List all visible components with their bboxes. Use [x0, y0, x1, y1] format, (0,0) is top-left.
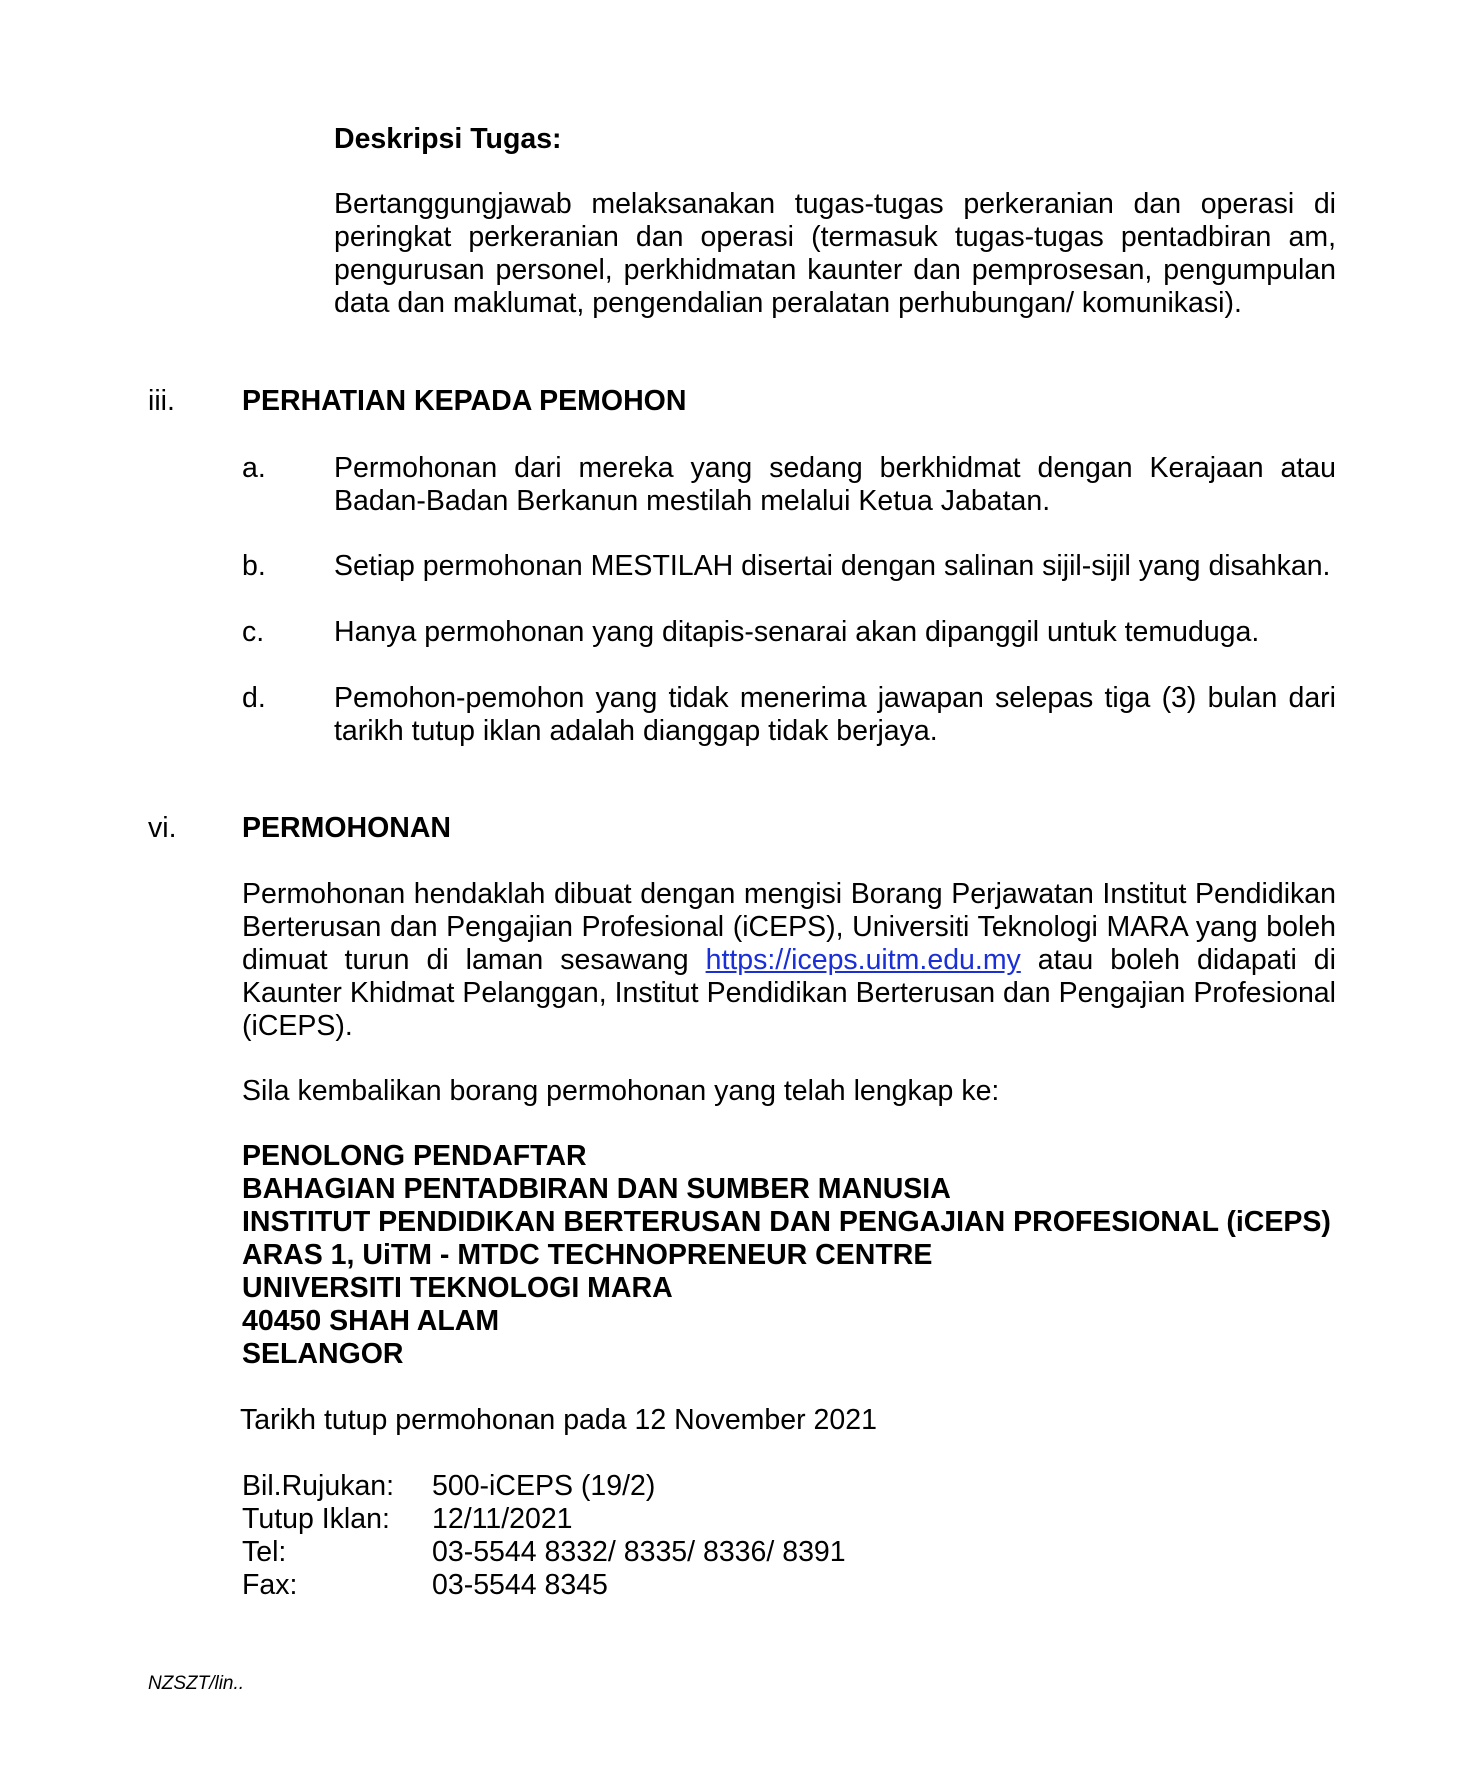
section-iii-title: PERHATIAN KEPADA PEMOHON — [242, 385, 687, 417]
task-description-body: Bertanggungjawab melaksanakan tugas-tugas perkeranian dan operasi di peringkat perkeranian dan operasi (termasuk tugas-tugas pentadbiran am, pengurusan personel, perkhidmatan kaunter dan pemprosesan, pengumpulan data dan maklumat, pengendalian peralatan perhubungan/ komunikasi). — [334, 188, 1336, 319]
address-line: PENOLONG PENDAFTAR — [242, 1140, 587, 1172]
address-line: 40450 SHAH ALAM — [242, 1305, 500, 1337]
reference-value: 03-5544 8332/ 8335/ 8336/ 8391 — [432, 1536, 846, 1568]
address-line: SELANGOR — [242, 1338, 404, 1370]
notice-item-b-letter: b. — [242, 550, 266, 582]
reference-value: 500-iCEPS (19/2) — [432, 1470, 656, 1502]
notice-item-c-text: Hanya permohonan yang ditapis-senarai akan dipanggil untuk temuduga. — [334, 616, 1260, 648]
address-line: INSTITUT PENDIDIKAN BERTERUSAN DAN PENGAJIAN PROFESIONAL (iCEPS) — [242, 1206, 1331, 1238]
mailing-address — [242, 1140, 1352, 1371]
reference-label: Fax: — [242, 1569, 298, 1601]
application-paragraph-end: atau boleh didapati di Kaunter Khidmat Pelanggan, Institut Pendidikan Berterusan dan Pengajian Profesional (iCEPS). — [242, 944, 1336, 1042]
notice-item-b-text: Setiap permohonan MESTILAH disertai dengan salinan sijil-sijil yang disahkan. — [334, 550, 1331, 582]
reference-label: Tel: — [242, 1536, 287, 1568]
address-line: ARAS 1, UiTM - MTDC TECHNOPRENEUR CENTRE — [242, 1239, 933, 1271]
address-line: BAHAGIAN PENTADBIRAN DAN SUMBER MANUSIA — [242, 1173, 951, 1205]
iceps-website-link[interactable]: https://iceps.uitm.edu.my — [705, 944, 1021, 976]
reference-label: Bil.Rujukan: — [242, 1470, 395, 1502]
section-vi-title: PERMOHONAN — [242, 812, 452, 844]
application-paragraph-start: Permohonan hendaklah dibuat dengan mengisi Borang Perjawatan Institut Pendidikan Berterusan dan Pengajian Profesional (iCEPS), Universiti Teknologi MARA yang boleh dimuat turun di laman sesawang — [242, 878, 1336, 976]
reference-value: 12/11/2021 — [432, 1503, 573, 1535]
closing-date-text: Tarikh tutup permohonan pada 12 November 2021 — [240, 1404, 877, 1436]
notice-item-d-letter: d. — [242, 682, 266, 714]
footer-initials: NZSZT/lin.. — [148, 1673, 245, 1694]
notice-item-c-letter: c. — [242, 616, 265, 648]
reference-value: 03-5544 8345 — [432, 1569, 608, 1601]
task-description-heading: Deskripsi Tugas: — [334, 123, 562, 155]
address-line: UNIVERSITI TEKNOLOGI MARA — [242, 1272, 673, 1304]
reference-label: Tutup Iklan: — [242, 1503, 390, 1535]
section-vi-number: vi. — [148, 812, 177, 844]
notice-item-a-text: Permohonan dari mereka yang sedang berkhidmat dengan Kerajaan atau Badan-Badan Berkanun mestilah melalui Ketua Jabatan. — [334, 452, 1336, 517]
return-instruction: Sila kembalikan borang permohonan yang telah lengkap ke: — [242, 1075, 1000, 1107]
section-iii-number: iii. — [148, 385, 175, 417]
reference-block — [242, 1470, 942, 1610]
notice-item-d-text: Pemohon-pemohon yang tidak menerima jawapan selepas tiga (3) bulan dari tarikh tutup iklan adalah dianggap tidak berjaya. — [334, 682, 1336, 747]
application-paragraph — [242, 878, 1336, 1043]
notice-item-a-letter: a. — [242, 452, 266, 484]
